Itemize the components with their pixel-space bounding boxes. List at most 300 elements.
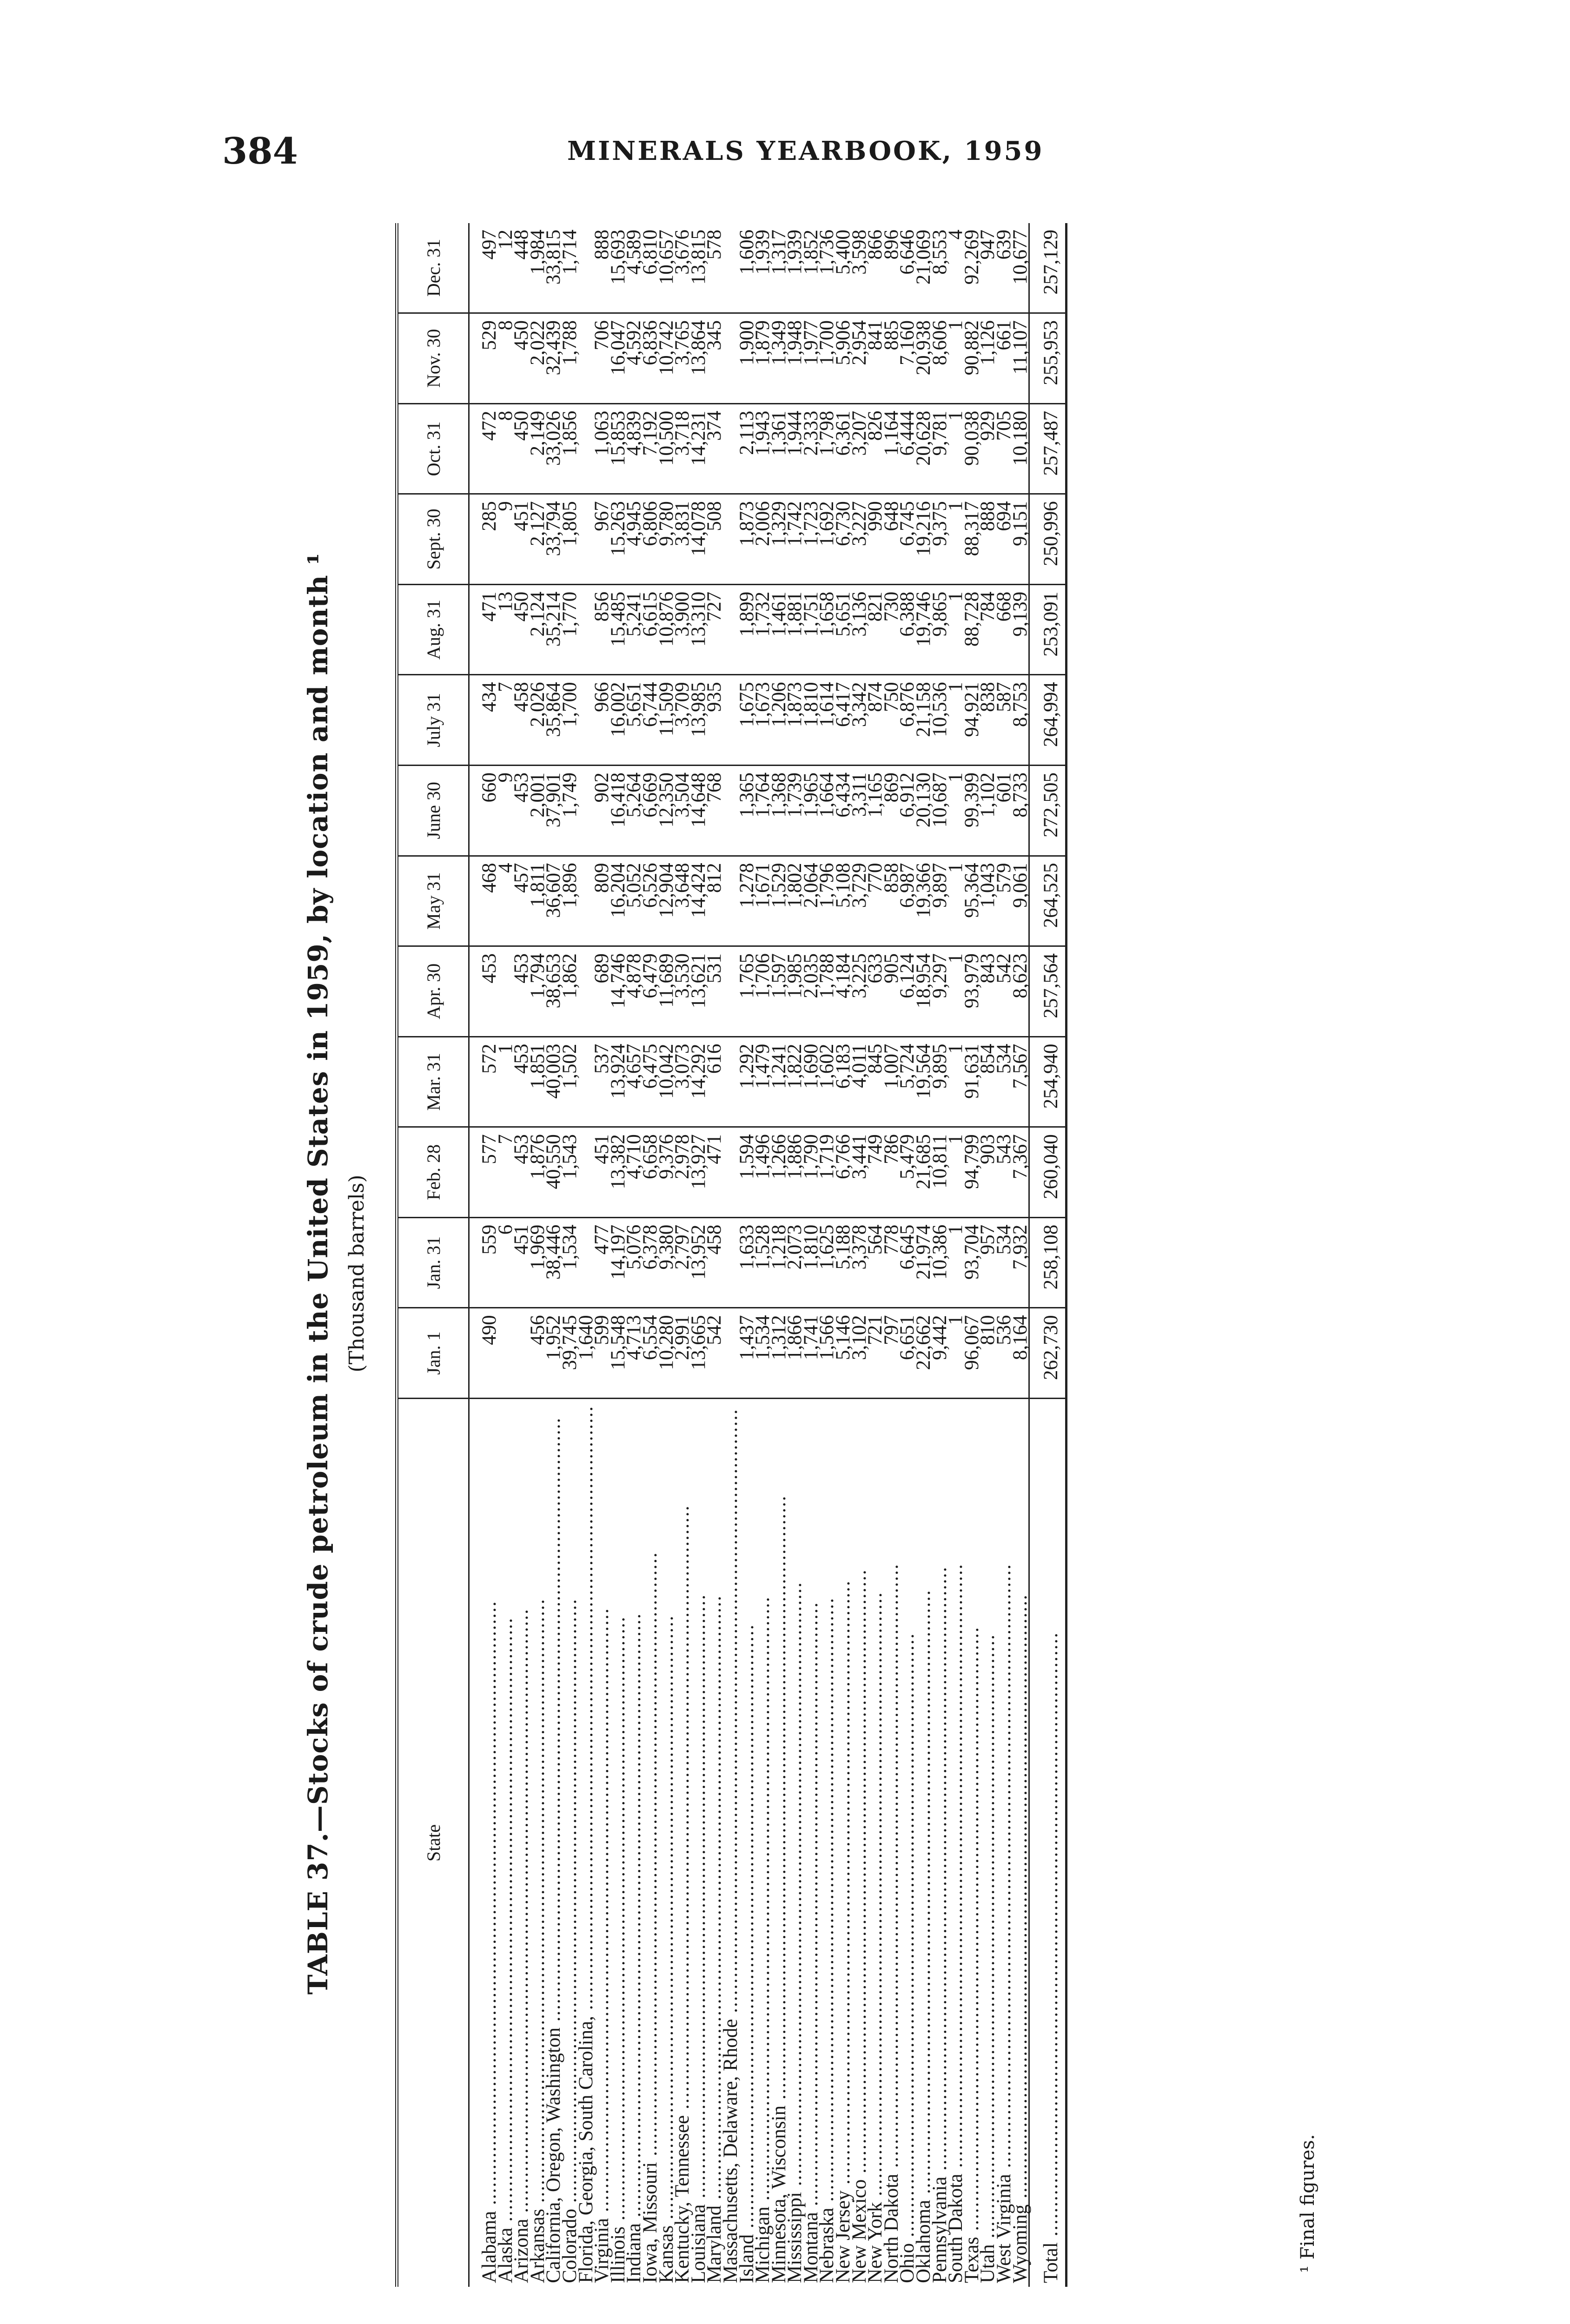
value-cell: 13,665 (691, 1308, 707, 1399)
value-cell: 750 (884, 675, 900, 766)
value-cell: 14,648 (691, 765, 707, 856)
value-cell: 15,263 (610, 494, 627, 585)
value-cell: 14,424 (691, 856, 707, 946)
value-cell: 2,333 (803, 403, 820, 494)
state-label: Massachusetts, Delaware, Rhode ..... (720, 1408, 742, 2283)
value-cell: 572 (469, 1037, 498, 1127)
value-cell: 1,534 (562, 1217, 578, 1308)
value-cell: 749 (868, 1127, 884, 1218)
value-cell: 1,886 (787, 1127, 803, 1218)
value-cell: 9,151 (1013, 494, 1029, 585)
value-cell: 1,977 (803, 313, 820, 404)
value-cell: 578 (707, 223, 723, 313)
state-label: Arkansas ..... (527, 1598, 549, 2283)
value-cell: 1,102 (980, 765, 996, 856)
value-cell: 14,078 (691, 494, 707, 585)
value-cell: 929 (980, 403, 996, 494)
value-cell: 16,047 (610, 313, 627, 404)
value-cell: 587 (996, 675, 1013, 766)
value-cell: 1,361 (771, 403, 788, 494)
column-header-month: May 31 (397, 856, 469, 946)
value-cell: 1,349 (771, 313, 788, 404)
value-cell: 6,669 (643, 765, 659, 856)
value-cell: 13,985 (691, 675, 707, 766)
value-cell: 1,822 (787, 1037, 803, 1127)
value-cell: 374 (707, 403, 723, 494)
value-cell: 5,188 (835, 1217, 852, 1308)
value-cell: 13,815 (691, 223, 707, 313)
value-cell: 542 (996, 946, 1013, 1037)
value-cell: 854 (980, 1037, 996, 1127)
value-cell: 1,770 (562, 584, 578, 675)
value-cell: 6,745 (900, 494, 916, 585)
value-cell: 706 (594, 313, 610, 404)
value-cell: 1,879 (755, 313, 771, 404)
value-cell: 534 (996, 1217, 1013, 1308)
value-cell: 258,108 (1029, 1217, 1067, 1308)
value-cell: 1,749 (562, 765, 578, 856)
value-cell: 40,003 (546, 1037, 562, 1127)
value-cell: 1,602 (819, 1037, 835, 1127)
value-cell: 5,052 (626, 856, 643, 946)
value-cell: 3,136 (852, 584, 868, 675)
value-cell: 1,614 (819, 675, 835, 766)
value-cell: 1,664 (819, 765, 835, 856)
value-cell: 33,815 (546, 223, 562, 313)
value-cell: 1,794 (530, 946, 546, 1037)
value-cell: 727 (707, 584, 723, 675)
value-cell: 19,746 (916, 584, 932, 675)
value-cell: 1,811 (530, 856, 546, 946)
value-cell: 1,856 (562, 403, 578, 494)
value-cell: 468 (469, 856, 498, 946)
value-cell: 1,312 (771, 1308, 788, 1399)
value-cell: 935 (707, 675, 723, 766)
value-cell: 660 (469, 765, 498, 856)
state-label: Mississippi ..... (784, 1582, 806, 2283)
value-cell: 93,704 (964, 1217, 980, 1308)
value-cell: 5,108 (835, 856, 852, 946)
value-cell: 2,127 (530, 494, 546, 585)
column-header-month: Sept. 30 (397, 494, 469, 585)
value-cell: 5,906 (835, 313, 852, 404)
value-cell: 450 (514, 313, 530, 404)
value-cell: 88,317 (964, 494, 980, 585)
value-cell: 947 (980, 223, 996, 313)
value-cell: 5,479 (900, 1127, 916, 1218)
value-cell: 13,864 (691, 313, 707, 404)
state-label: Oklahoma ..... (913, 1590, 934, 2283)
value-cell: 434 (469, 675, 498, 766)
value-cell: 778 (884, 1217, 900, 1308)
value-cell: 3,900 (675, 584, 691, 675)
column-header-month: Apr. 30 (397, 946, 469, 1037)
value-cell: 12,904 (659, 856, 675, 946)
value-cell: 88,728 (964, 584, 980, 675)
value-cell: 10,386 (932, 1217, 948, 1308)
column-header-month: June 30 (397, 765, 469, 856)
value-cell: 843 (980, 946, 996, 1037)
value-cell: 2,954 (852, 313, 868, 404)
state-label: Ohio ..... (896, 1633, 918, 2283)
value-cell: 471 (469, 584, 498, 675)
value-cell: 6,183 (835, 1037, 852, 1127)
value-cell: 6,526 (643, 856, 659, 946)
value-cell: 19,216 (916, 494, 932, 585)
state-label: Kansas ..... (656, 1615, 677, 2283)
value-cell: 1,802 (787, 856, 803, 946)
value-cell: 7 (498, 1127, 514, 1218)
value-cell: 6,730 (835, 494, 852, 585)
value-cell: 1,543 (562, 1127, 578, 1218)
value-cell: 1,007 (884, 1037, 900, 1127)
value-cell: 9,895 (932, 1037, 948, 1127)
value-cell: 845 (868, 1037, 884, 1127)
value-cell: 7,160 (900, 313, 916, 404)
state-label: Montana ..... (800, 1602, 822, 2283)
value-cell: 3,342 (852, 675, 868, 766)
value-cell: 99,399 (964, 765, 980, 856)
value-cell: 1,852 (803, 223, 820, 313)
value-cell: 37,901 (546, 765, 562, 856)
value-cell: 6,658 (643, 1127, 659, 1218)
value-cell: 10,742 (659, 313, 675, 404)
value-cell: 1,043 (980, 856, 996, 946)
state-cell (1029, 1398, 1067, 2287)
value-cell: 3,073 (675, 1037, 691, 1127)
value-cell: 4,945 (626, 494, 643, 585)
value-cell: 6,987 (900, 856, 916, 946)
value-cell: 8,733 (1013, 765, 1029, 856)
value-cell: 1,566 (819, 1308, 835, 1399)
value-cell: 39,745 (562, 1308, 578, 1399)
state-cell (469, 1398, 498, 2287)
value-cell: 10,280 (659, 1308, 675, 1399)
value-cell: 5,264 (626, 765, 643, 856)
table-body (469, 223, 1067, 2287)
value-cell: 1,851 (530, 1037, 546, 1127)
value-cell: 1,866 (787, 1308, 803, 1399)
value-cell: 1,939 (787, 223, 803, 313)
value-cell: 456 (530, 1308, 546, 1399)
value-cell: 3,765 (675, 313, 691, 404)
value-cell: 1,742 (787, 494, 803, 585)
value-cell: 1,625 (819, 1217, 835, 1308)
value-cell: 874 (868, 675, 884, 766)
value-cell: 285 (469, 494, 498, 585)
value-cell: 6,615 (643, 584, 659, 675)
value-cell: 1,597 (771, 946, 788, 1037)
value-cell: 529 (469, 313, 498, 404)
value-cell: 12 (498, 223, 514, 313)
value-cell: 1,741 (803, 1308, 820, 1399)
value-cell: 1,881 (787, 584, 803, 675)
value-cell: 13 (498, 584, 514, 675)
value-cell: 6,554 (643, 1308, 659, 1399)
value-cell: 1,317 (771, 223, 788, 313)
value-cell: 18,954 (916, 946, 932, 1037)
value-cell: 3,225 (852, 946, 868, 1037)
value-cell: 13,927 (691, 1127, 707, 1218)
value-cell: 13,382 (610, 1127, 627, 1218)
value-cell: 1 (948, 403, 964, 494)
value-cell: 1,206 (771, 675, 788, 766)
value-cell: 90,038 (964, 403, 980, 494)
value-cell: 9,897 (932, 856, 948, 946)
value-cell: 639 (996, 223, 1013, 313)
value-cell: 1 (948, 1308, 964, 1399)
value-cell: 1,534 (755, 1308, 771, 1399)
value-cell: 453 (514, 1037, 530, 1127)
value-cell: 902 (594, 765, 610, 856)
value-cell: 15,853 (610, 403, 627, 494)
value-cell: 1,292 (739, 1037, 755, 1127)
column-header-month: Aug. 31 (397, 584, 469, 675)
value-cell: 1,329 (771, 494, 788, 585)
value-cell: 10,687 (932, 765, 948, 856)
value-cell: 1 (948, 584, 964, 675)
value-cell: 2,978 (675, 1127, 691, 1218)
state-label: Virginia ..... (591, 1608, 613, 2283)
value-cell: 11,107 (1013, 313, 1029, 404)
value-cell: 451 (514, 1217, 530, 1308)
value-cell: 6,434 (835, 765, 852, 856)
value-cell: 689 (594, 946, 610, 1037)
value-cell: 5,076 (626, 1217, 643, 1308)
table-title: TABLE 37.—Stocks of crude petroleum in the United States in 1959, by location and month ¹ (302, 552, 334, 1995)
value-cell: 4,839 (626, 403, 643, 494)
value-cell: 1,594 (739, 1127, 755, 1218)
value-cell: 13,310 (691, 584, 707, 675)
table-subtitle: (Thousand barrels) (345, 1175, 369, 1373)
value-cell: 9,139 (1013, 584, 1029, 675)
table-row (1013, 223, 1029, 2287)
value-cell: 5,241 (626, 584, 643, 675)
value-cell: 888 (980, 494, 996, 585)
value-cell: 450 (514, 403, 530, 494)
value-cell: 21,685 (916, 1127, 932, 1218)
value-cell: 9,061 (1013, 856, 1029, 946)
value-cell: 13,924 (610, 1037, 627, 1127)
column-header-month: Jan. 31 (397, 1217, 469, 1308)
value-cell: 3,598 (852, 223, 868, 313)
value-cell: 705 (996, 403, 1013, 494)
value-cell: 90,882 (964, 313, 980, 404)
value-cell: 6,645 (900, 1217, 916, 1308)
value-cell: 967 (594, 494, 610, 585)
value-cell: 1,690 (803, 1037, 820, 1127)
value-cell: 1 (948, 1127, 964, 1218)
value-cell: 11,509 (659, 675, 675, 766)
value-cell: 1 (948, 765, 964, 856)
value-cell: 542 (707, 1308, 723, 1399)
value-cell: 14,197 (610, 1217, 627, 1308)
value-cell: 8,164 (1013, 1308, 1029, 1399)
value-cell: 13,621 (691, 946, 707, 1037)
value-cell: 32,439 (546, 313, 562, 404)
value-cell: 730 (884, 584, 900, 675)
value-cell: 579 (996, 856, 1013, 946)
value-cell: 826 (868, 403, 884, 494)
value-cell: 537 (594, 1037, 610, 1127)
value-cell: 1,529 (771, 856, 788, 946)
column-header-state: State (397, 1398, 469, 2287)
state-label: Utah ..... (977, 1634, 999, 2283)
value-cell: 905 (884, 946, 900, 1037)
state-label: Maryland ..... (703, 1595, 725, 2283)
value-cell: 448 (514, 223, 530, 313)
value-cell: 6,388 (900, 584, 916, 675)
value-cell: 9,865 (932, 584, 948, 675)
value-cell: 559 (469, 1217, 498, 1308)
value-cell: 1,948 (787, 313, 803, 404)
value-cell: 257,487 (1029, 403, 1067, 494)
value-cell: 6,744 (643, 675, 659, 766)
value-cell: 3,504 (675, 765, 691, 856)
value-cell: 1,675 (739, 675, 755, 766)
value-cell: 6 (498, 1217, 514, 1308)
value-cell: 451 (514, 494, 530, 585)
value-cell: 5,651 (835, 584, 852, 675)
state-label: Total ..... (1040, 1632, 1062, 2283)
state-cell (1009, 1398, 1031, 2287)
value-cell: 92,269 (964, 223, 980, 313)
value-cell: 91,631 (964, 1037, 980, 1127)
value-cell: 2,022 (530, 313, 546, 404)
value-cell: 4 (498, 856, 514, 946)
value-cell: 1,278 (739, 856, 755, 946)
value-cell: 10,876 (659, 584, 675, 675)
column-header-month: July 31 (397, 675, 469, 766)
value-cell: 22,662 (916, 1308, 932, 1399)
value-cell: 869 (884, 765, 900, 856)
value-cell: 20,938 (916, 313, 932, 404)
value-cell: 821 (868, 584, 884, 675)
value-cell: 7,567 (1013, 1037, 1029, 1127)
value-cell: 797 (884, 1308, 900, 1399)
value-cell: 1 (948, 946, 964, 1037)
value-cell: 19,564 (916, 1037, 932, 1127)
value-cell: 1 (948, 675, 964, 766)
state-label: New Jersey ..... (832, 1580, 854, 2283)
value-cell: 4,011 (852, 1037, 868, 1127)
value-cell: 6,912 (900, 765, 916, 856)
value-cell: 16,418 (610, 765, 627, 856)
value-cell: 1,943 (755, 403, 771, 494)
value-cell: 1,723 (803, 494, 820, 585)
value-cell: 9,442 (932, 1308, 948, 1399)
value-cell: 536 (996, 1308, 1013, 1399)
value-cell: 33,794 (546, 494, 562, 585)
state-label: Indiana ..... (623, 1613, 645, 2283)
state-label: Illinois ..... (607, 1616, 629, 2283)
value-cell: 4 (948, 223, 964, 313)
value-cell: 1,528 (755, 1217, 771, 1308)
value-cell: 14,746 (610, 946, 627, 1037)
value-cell: 966 (594, 675, 610, 766)
state-label: Minnesota, Wisconsin ..... (768, 1495, 790, 2283)
table-row (469, 223, 498, 2287)
value-cell: 2,073 (787, 1217, 803, 1308)
value-cell: 648 (884, 494, 900, 585)
value-cell: 262,730 (1029, 1308, 1067, 1399)
value-cell: 8 (498, 403, 514, 494)
value-cell: 1,606 (739, 223, 755, 313)
value-cell: 888 (594, 223, 610, 313)
value-cell: 1,862 (562, 946, 578, 1037)
column-header-month: Oct. 31 (397, 403, 469, 494)
value-cell: 1,810 (803, 675, 820, 766)
value-cell: 1,266 (771, 1127, 788, 1218)
value-cell: 14,292 (691, 1037, 707, 1127)
value-cell: 35,864 (546, 675, 562, 766)
value-cell: 250,996 (1029, 494, 1067, 585)
value-cell: 2,026 (530, 675, 546, 766)
value-cell: 38,653 (546, 946, 562, 1037)
value-cell: 1,952 (546, 1308, 562, 1399)
value-cell: 12,350 (659, 765, 675, 856)
value-cell: 1,764 (755, 765, 771, 856)
value-cell: 3,530 (675, 946, 691, 1037)
rotated-table-block (302, 223, 1367, 2324)
value-cell: 6,475 (643, 1037, 659, 1127)
value-cell: 490 (469, 1308, 498, 1399)
value-cell: 2,124 (530, 584, 546, 675)
value-cell: 1,692 (819, 494, 835, 585)
state-label: Michigan ..... (752, 1596, 774, 2283)
value-cell: 254,940 (1029, 1037, 1067, 1127)
value-cell: 694 (996, 494, 1013, 585)
value-cell: 1,241 (771, 1037, 788, 1127)
value-cell: 1,984 (530, 223, 546, 313)
value-cell: 10,180 (1013, 403, 1029, 494)
value-cell: 858 (884, 856, 900, 946)
value-cell: 8,553 (932, 223, 948, 313)
value-cell: 990 (868, 494, 884, 585)
value-cell: 2,001 (530, 765, 546, 856)
value-cell: 1,939 (755, 223, 771, 313)
value-cell: 4,878 (626, 946, 643, 1037)
value-cell: 1,736 (819, 223, 835, 313)
value-cell: 2,149 (530, 403, 546, 494)
state-label: North Dakota ..... (881, 1564, 902, 2284)
value-cell: 1,739 (787, 765, 803, 856)
value-cell: 6,806 (643, 494, 659, 585)
value-cell: 9,375 (932, 494, 948, 585)
value-cell: 2,991 (675, 1308, 691, 1399)
value-cell: 5,146 (835, 1308, 852, 1399)
value-cell: 1,985 (787, 946, 803, 1037)
state-label: Florida, Georgia, South Carolina, ..... (575, 1406, 597, 2283)
value-cell: 1,502 (562, 1037, 578, 1127)
value-cell: 531 (707, 946, 723, 1037)
value-cell: 3,207 (852, 403, 868, 494)
state-label: Wyoming ..... (1009, 1594, 1031, 2283)
value-cell: 1 (948, 494, 964, 585)
value-cell: 260,040 (1029, 1127, 1067, 1218)
value-cell: 2,064 (803, 856, 820, 946)
value-cell: 1,732 (755, 584, 771, 675)
value-cell: 4,657 (626, 1037, 643, 1127)
value-cell: 264,994 (1029, 675, 1067, 766)
table-footnote: ¹ Final figures. (1297, 2134, 1318, 2273)
value-cell: 856 (594, 584, 610, 675)
value-cell: 8,623 (1013, 946, 1029, 1037)
value-cell: 6,124 (900, 946, 916, 1037)
value-cell: 1,765 (739, 946, 755, 1037)
value-cell: 257,564 (1029, 946, 1067, 1037)
value-cell: 1,365 (739, 765, 755, 856)
